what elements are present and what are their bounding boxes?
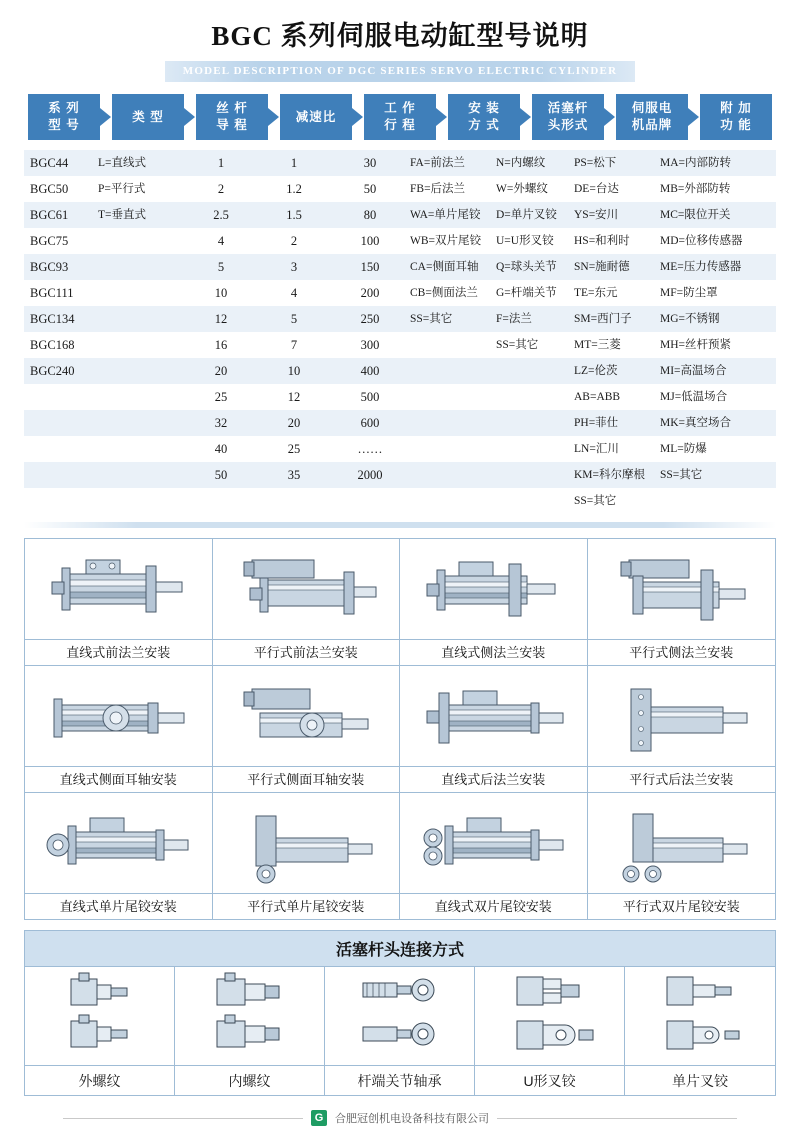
cell-lead: 20 [214,364,228,378]
cylinder-trunnion-parallel-icon [213,666,400,766]
column-rod [496,150,574,514]
cell-lead: 16 [214,338,228,352]
cell-mount: CB=侧面法兰 [410,287,478,299]
cell-ratio: 20 [287,416,301,430]
rod-head-item-label: U形叉铰 [475,1065,624,1095]
cell-stroke: 2000 [357,468,383,482]
cell-ratio: 25 [287,442,301,456]
arrow-icon [688,108,699,126]
rod-head-item [325,967,475,1095]
rod-head-item-label: 外螺纹 [25,1065,174,1095]
gallery-item [25,666,213,793]
cell-extra: MC=限位开关 [660,209,731,221]
rod-head-item [25,967,175,1095]
cell-series: BGC93 [30,260,69,274]
gallery-item-label: 直线式单片尾铰安装 [25,893,212,919]
page-subtitle: MODEL DESCRIPTION OF DGC SERIES SERVO ELECTRIC CYLINDER [182,65,618,77]
rod-head-item-label: 内螺纹 [175,1065,324,1095]
cylinder-double-clevis-inline-icon [400,793,587,893]
cell-mount: CA=侧面耳轴 [410,261,479,273]
header-box-lead [196,94,268,140]
column-mount [410,150,496,514]
header-box-line2: 头形式 [547,118,589,132]
arrow-icon [520,108,531,126]
cell-motor: LN=汇川 [574,443,619,455]
cell-extra: MB=外部防转 [660,183,731,195]
rod-head-item [625,967,775,1095]
rod-head-section [24,930,776,1096]
cylinder-side-flange-parallel-icon [588,539,776,639]
cell-stroke: 50 [363,182,377,196]
cell-extra: MH=丝杆预紧 [660,339,732,351]
cell-lead: 25 [214,390,228,404]
cell-extra: MK=真空场合 [660,417,732,429]
model-code-header [10,94,790,140]
cell-stroke: 150 [360,260,380,274]
cell-extra: MI=高温场合 [660,365,727,377]
cell-motor: PH=菲仕 [574,417,619,429]
male-thread-icon [25,967,174,1065]
cell-lead: 10 [214,286,228,300]
header-box-extra [700,94,772,140]
gallery-item-label: 直线式后法兰安装 [400,766,587,792]
cell-motor: AB=ABB [574,391,621,403]
cell-motor: TE=东元 [574,287,618,299]
rod-head-item-label: 杆端关节轴承 [325,1065,474,1095]
header-box-line1: 丝 杆 [216,101,248,116]
header-box-ratio [280,94,352,140]
header-box-line2: 方 式 [468,118,500,132]
company-logo-icon: G [311,1110,327,1126]
cell-extra: MF=防尘罩 [660,287,718,299]
gallery-item-label: 平行式侧法兰安装 [588,639,776,665]
cell-lead: 2 [217,182,225,196]
cell-stroke: 30 [363,156,377,170]
cell-series: BGC61 [30,208,69,222]
cell-ratio: 7 [290,338,298,352]
gallery-item-label: 平行式前法兰安装 [213,639,400,665]
cell-ratio: 2 [290,234,298,248]
cell-lead: 2.5 [213,208,229,222]
cell-rod: N=内螺纹 [496,157,546,169]
header-box-line1: 类 型 [132,109,164,124]
header-box-line2: 功 能 [720,118,752,132]
arrow-icon [100,108,111,126]
gallery-item [588,793,776,919]
gallery-item-label: 平行式双片尾铰安装 [588,893,776,919]
arrow-icon [268,108,279,126]
cylinder-rear-flange-parallel-icon [588,666,776,766]
cell-lead: 4 [217,234,225,248]
header-box-line2: 机品牌 [631,118,673,132]
mounting-gallery [24,538,776,920]
cell-rod: Q=球头关节 [496,261,557,273]
header-box-stroke [364,94,436,140]
cell-stroke: 100 [360,234,380,248]
cylinder-front-flange-parallel-icon [213,539,400,639]
u-clevis-icon [475,967,624,1065]
cell-motor: SM=西门子 [574,313,632,325]
column-motor [574,150,660,514]
cell-motor: MT=三菱 [574,339,621,351]
header-box-line2: 导 程 [216,118,248,132]
column-ratio [258,150,330,514]
cell-rod: U=U形叉铰 [496,235,554,247]
cell-stroke: 80 [363,208,377,222]
cylinder-trunnion-inline-icon [25,666,212,766]
footer-rule-right [497,1118,737,1119]
cell-motor: SN=施耐德 [574,261,630,273]
cylinder-single-clevis-inline-icon [25,793,212,893]
cell-extra: MD=位移传感器 [660,235,743,247]
cell-rod: D=单片叉铰 [496,209,557,221]
cell-rod: SS=其它 [496,339,539,351]
gallery-item [213,793,401,919]
cell-lead: 1 [217,156,225,170]
cell-type: P=平行式 [98,183,146,195]
column-series [24,150,98,514]
rod-head-item [475,967,625,1095]
gallery-item-label: 直线式双片尾铰安装 [400,893,587,919]
cell-ratio: 1 [290,156,298,170]
cell-stroke: …… [357,442,383,456]
cell-lead: 40 [214,442,228,456]
column-stroke [330,150,410,514]
header-box-line1: 安 装 [468,101,500,116]
cell-lead: 32 [214,416,228,430]
gallery-item [213,539,401,666]
cell-series: BGC111 [30,286,74,300]
cell-rod: W=外螺纹 [496,183,548,195]
gallery-item-label: 平行式单片尾铰安装 [213,893,400,919]
cell-stroke: 400 [360,364,380,378]
cell-stroke: 600 [360,416,380,430]
cell-mount: SS=其它 [410,313,453,325]
cell-ratio: 1.2 [286,182,302,196]
cell-ratio: 4 [290,286,298,300]
rod-head-section-title: 活塞杆头连接方式 [25,931,775,967]
cell-motor: DE=台达 [574,183,619,195]
cell-motor: KM=科尔摩根 [574,469,646,481]
cell-extra: MJ=低温场合 [660,391,728,403]
cell-motor: PS=松下 [574,157,617,169]
cell-lead: 5 [217,260,225,274]
cell-series: BGC240 [30,364,75,378]
cell-extra: ME=压力传感器 [660,261,742,273]
header-box-motor [616,94,688,140]
cell-motor: SS=其它 [574,495,617,507]
header-box-line1: 附 加 [720,101,752,116]
rod-end-bearing-icon [325,967,474,1065]
subtitle-banner [165,61,635,82]
cell-rod: G=杆端关节 [496,287,557,299]
gallery-item [400,793,588,919]
header-box-mount [448,94,520,140]
gallery-item [213,666,401,793]
rod-head-item-label: 单片叉铰 [625,1065,775,1095]
cell-mount: WB=双片尾铰 [410,235,482,247]
cell-ratio: 1.5 [286,208,302,222]
cell-motor: YS=安川 [574,209,619,221]
gallery-item-label: 直线式侧法兰安装 [400,639,587,665]
gallery-item [400,666,588,793]
header-box-line1: 工 作 [384,101,416,116]
cell-extra: SS=其它 [660,469,703,481]
header-box-line2: 型 号 [48,118,80,132]
gallery-item [25,793,213,919]
gallery-item [25,539,213,666]
cell-series: BGC168 [30,338,75,352]
cell-mount: WA=单片尾铰 [410,209,481,221]
cell-series: BGC50 [30,182,69,196]
single-clevis-icon [625,967,775,1065]
cell-type: T=垂直式 [98,209,147,221]
cell-ratio: 12 [287,390,301,404]
header-box-line1: 活塞杆 [547,101,589,116]
cylinder-side-flange-inline-icon [400,539,587,639]
header-box-series [28,94,100,140]
cell-ratio: 10 [287,364,301,378]
page-title: BGC 系列伺服电动缸型号说明 [211,21,589,51]
column-lead [184,150,258,514]
header-box-line2: 行 程 [384,118,416,132]
gallery-item-label: 平行式侧面耳轴安装 [213,766,400,792]
gallery-item-label: 直线式侧面耳轴安装 [25,766,212,792]
cell-ratio: 3 [290,260,298,274]
cell-series: BGC75 [30,234,69,248]
column-extra [660,150,744,514]
female-thread-icon [175,967,324,1065]
cell-stroke: 250 [360,312,380,326]
cell-stroke: 300 [360,338,380,352]
cylinder-double-clevis-parallel-icon [588,793,776,893]
cell-type: L=直线式 [98,157,147,169]
cell-motor: HS=和利时 [574,235,630,247]
rod-head-item [175,967,325,1095]
gallery-item [588,539,776,666]
arrow-icon [184,108,195,126]
cell-lead: 12 [214,312,228,326]
column-type [98,150,184,514]
cell-ratio: 5 [290,312,298,326]
page-footer [0,1110,800,1126]
cylinder-single-clevis-parallel-icon [213,793,400,893]
cell-mount: FA=前法兰 [410,157,465,169]
cell-stroke: 200 [360,286,380,300]
cell-series: BGC44 [30,156,69,170]
model-code-table [10,150,790,514]
cell-rod: F=法兰 [496,313,532,325]
gallery-item-label: 直线式前法兰安装 [25,639,212,665]
arrow-icon [352,108,363,126]
cell-extra: MG=不锈钢 [660,313,720,325]
cell-lead: 50 [214,468,228,482]
cell-series: BGC134 [30,312,75,326]
cylinder-front-flange-inline-icon [25,539,212,639]
header-box-line1: 减速比 [295,109,337,124]
company-name: 合肥冠创机电设备科技有限公司 [335,1113,489,1125]
header-box-rod [532,94,604,140]
cell-motor: LZ=伦茨 [574,365,618,377]
arrow-icon [604,108,615,126]
gallery-item-label: 平行式后法兰安装 [588,766,776,792]
section-divider [24,522,776,528]
arrow-icon [436,108,447,126]
cell-extra: ML=防爆 [660,443,707,455]
cell-extra: MA=内部防转 [660,157,732,169]
footer-rule-left [63,1118,303,1119]
gallery-item [400,539,588,666]
rod-head-grid [25,967,775,1095]
header-box-line1: 系 列 [48,101,80,116]
cell-mount: FB=后法兰 [410,183,466,195]
cell-ratio: 35 [287,468,301,482]
header-box-line1: 伺服电 [631,101,673,116]
gallery-item [588,666,776,793]
cell-stroke: 500 [360,390,380,404]
header-box-type [112,94,184,140]
cylinder-rear-flange-inline-icon [400,666,587,766]
